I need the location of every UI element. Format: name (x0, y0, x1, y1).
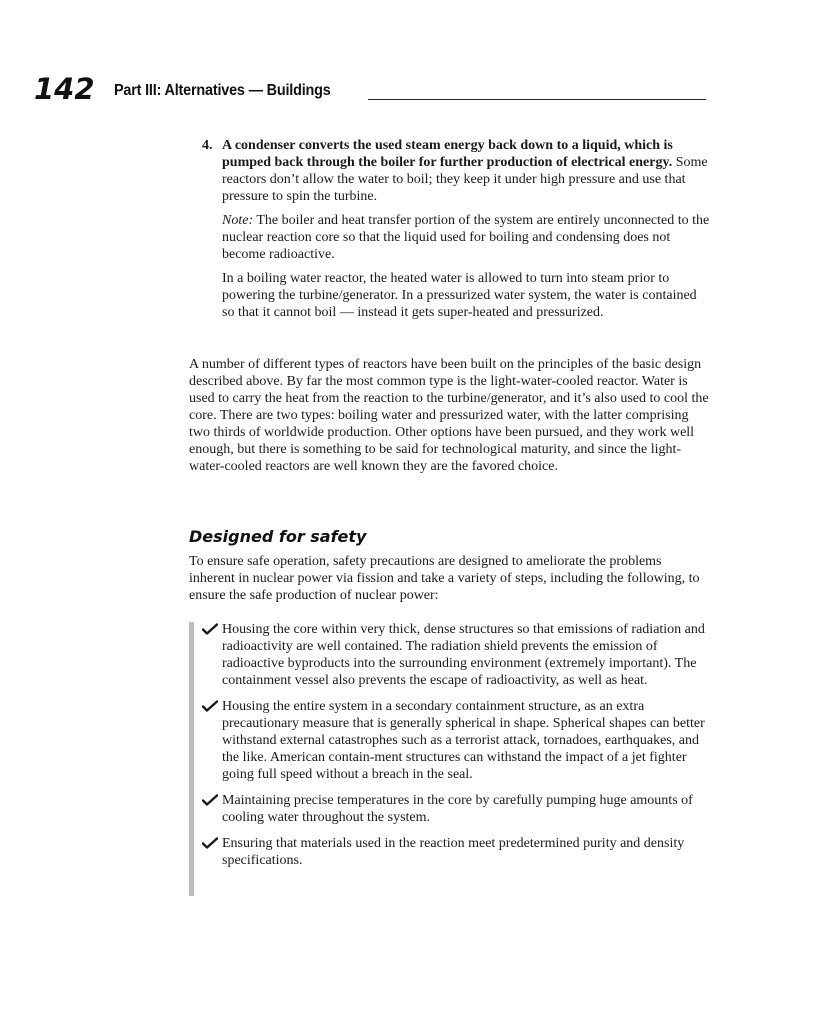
list-item (201, 835, 713, 869)
check-mark-icon (202, 623, 218, 635)
running-head (34, 72, 706, 106)
step-body (222, 137, 712, 321)
list-item (201, 792, 713, 826)
boiling-water-paragraph: In a boiling water reactor, the heated water is allowed to turn into steam prior to powering the turbine/generator. In a pressurized water system, the water is contained so that it cannot boil — instead it gets super-heated and pressurized. (222, 271, 697, 320)
list-item (201, 698, 713, 783)
check-mark-icon (202, 794, 218, 806)
header-rule (368, 99, 706, 100)
check-mark-icon (202, 837, 218, 849)
step-text: Some reactors don’t allow the water to boil; they keep it under high pressure and use that pressure to spin the turbine. (222, 155, 708, 204)
safety-bullet-list (201, 621, 713, 878)
list-item-text: Housing the entire system in a secondary containment structure, as an extra precautionary measure that is generally spherical in shape. Spherical shapes can better withstand external catastrophes such as a terrorist attack, tornadoes, earthquakes, and the like. American contain-ment structures can withstand the impact of a jet fighter going full speed without a breach in the seal. (222, 699, 705, 782)
step-number: 4. (202, 138, 213, 153)
step-lead: A condenser converts the used steam energy back down to a liquid, which is pumped back through the boiler for further production of electrical energy. (222, 138, 673, 170)
bullet-list-sidebar-rule (189, 622, 194, 896)
note-label: Note: (222, 213, 254, 228)
part-title: Part III: Alternatives — Buildings (114, 82, 331, 99)
step-note (222, 212, 712, 263)
check-mark-icon (202, 700, 218, 712)
list-item-text: Maintaining precise temperatures in the core by carefully pumping huge amounts of cooling water throughout the system. (222, 793, 693, 825)
list-item-text: Ensuring that materials used in the reaction meet predetermined purity and density specifications. (222, 836, 685, 868)
list-item (201, 621, 713, 689)
note-text: The boiler and heat transfer portion of the system are entirely unconnected to the nuclear reaction core so that the liquid used for boiling and condensing does not become radioactive. (222, 213, 710, 262)
section-heading: Designed for safety (189, 527, 367, 546)
safety-intro-paragraph: To ensure safe operation, safety precautions are designed to ameliorate the problems inherent in nuclear power via fission and take a variety of steps, including the following, to ensure the safe production of nuclear power: (189, 554, 700, 603)
page-number: 142 (34, 72, 95, 106)
step-main-paragraph (222, 137, 712, 205)
numbered-step-4 (202, 137, 712, 321)
reactor-types-paragraph: A number of different types of reactors have been built on the principles of the basic design described above. By far the most common type is the light-water-cooled reactor. Water is used to carry the heat from the reaction to the turbine/generator, and it’s also used to cool the core. There are two types: boiling water and pressurized water, with the latter comprising two thirds of worldwide production. Other options have been pursued, and they work well enough, but there is something to be said for technological maturity, and since the light-water-cooled reactors are well known they are the favored choice. (189, 357, 709, 474)
list-item-text: Housing the core within very thick, dense structures so that emissions of radiation and radioactivity are well contained. The radiation shield prevents the emission of radioactive byproducts into the surrounding environment (extremely important). The containment vessel also prevents the escape of radioactivity, as well as heat. (222, 622, 705, 688)
